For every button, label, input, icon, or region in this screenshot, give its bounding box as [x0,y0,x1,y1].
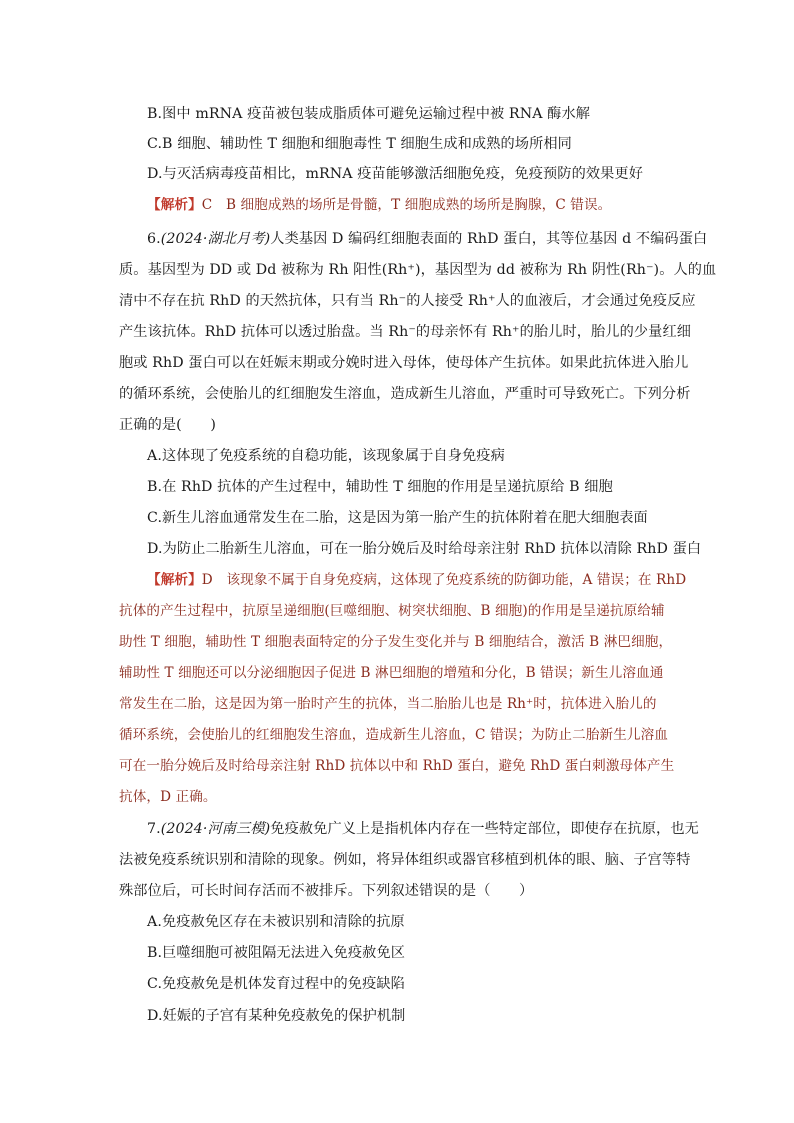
q6-analysis-line: 抗体的产生过程中，抗原呈递细胞(巨噬细胞、树突状细胞、B 细胞)的作用是呈递抗原给辅 [119,603,665,619]
q6-analysis-line: 常发生在二胎，这是因为第一胎时产生的抗体，当二胎胎儿也是 Rh⁺时，抗体进入胎儿的 [119,696,657,712]
q7-option-c: C.免疫赦免是机体发育过程中的免疫缺陷 [147,976,405,992]
analysis-tag: 【解析】 [147,197,202,213]
q5-analysis: 【解析】C B 细胞成熟的场所是骨髓，T 细胞成熟的场所是胸腺，C 错误。 [147,197,612,213]
q6-stem-line: 产生该抗体。RhD 抗体可以透过胎盘。当 Rh⁻的母亲怀有 Rh⁺的胎儿时，胎儿的少量红细 [119,324,692,340]
analysis-tag: 【解析】 [147,572,202,588]
q6-analysis-first: 【解析】D 该现象不属于自身免疫病，这体现了免疫系统的防御功能，A 错误；在 RhD [147,572,687,588]
q6-option-c: C.新生儿溶血通常发生在二胎，这是因为第一胎产生的抗体附着在肥大细胞表面 [147,510,648,526]
q7-option-b: B.巨噬细胞可被阻隔无法进入免疫赦免区 [147,945,406,961]
q6-option-a: A.这体现了免疫系统的自稳功能，该现象属于自身免疫病 [147,448,505,464]
q6-stem-first: 6.(2024·湖北月考)人类基因 D 编码红细胞表面的 RhD 蛋白，其等位基因 d 不编码蛋白 [147,231,708,247]
q6-analysis-line: 循环系统，会使胎儿的红细胞发生溶血，造成新生儿溶血，C 错误；为防止二胎新生儿溶血 [119,727,668,743]
q6-analysis-line: 可在一胎分娩后及时给母亲注射 RhD 抗体以中和 RhD 蛋白，避免 RhD 蛋白刺激母体产生 [119,758,675,774]
q5-option-d: D.与灭活病毒疫苗相比，mRNA 疫苗能够激活细胞免疫，免疫预防的效果更好 [147,166,644,182]
q5-option-b: B.图中 mRNA 疫苗被包装成脂质体可避免运输过程中被 RNA 酶水解 [147,106,591,122]
q7-stem-line: 殊部位后，可长时间存活而不被排斥。下列叙述错误的是（ ） [119,883,534,899]
q7-stem-first: 7.(2024·河南三模)免疫赦免广义上是指机体内存在一些特定部位，即使存在抗原，也无 [147,821,699,837]
q7-stem-line: 法被免疫系统识别和清除的现象。例如，将异体组织或器官移植到机体的眼、脑、子宫等特 [119,852,691,868]
q7-option-d: D.妊娠的子宫有某种免疫赦免的保护机制 [147,1008,406,1024]
q6-stem-line: 正确的是( ) [119,417,216,433]
q6-stem-line: 胞或 RhD 蛋白可以在妊娠末期或分娩时进入母体，使母体产生抗体。如果此抗体进入胎儿 [119,355,689,371]
q7-option-a: A.免疫赦免区存在未被识别和清除的抗原 [147,914,405,930]
q6-option-d: D.为防止二胎新生儿溶血，可在一胎分娩后及时给母亲注射 RhD 抗体以清除 RhD 蛋白 [147,541,702,557]
q7-source: (2024·河南三模) [160,821,271,837]
q6-stem-line: 清中不存在抗 RhD 的天然抗体，只有当 Rh⁻的人接受 Rh⁺人的血液后，才会通过免疫反应 [119,293,696,309]
q6-source: (2024·湖北月考) [160,231,271,247]
q6-analysis-line: 助性 T 细胞，辅助性 T 细胞表面特定的分子发生变化并与 B 细胞结合，激活 B 淋巴细胞， [119,634,673,650]
q6-stem-line: 质。基因型为 DD 或 Dd 被称为 Rh 阳性(Rh⁺)，基因型为 dd 被称为 Rh 阴性(Rh⁻)。人的血 [119,262,717,278]
q6-analysis-line: 辅助性 T 细胞还可以分泌细胞因子促进 B 淋巴细胞的增殖和分化，B 错误；新生儿溶血通 [119,665,664,681]
q5-option-c: C.B 细胞、辅助性 T 细胞和细胞毒性 T 细胞生成和成熟的场所相同 [147,136,572,152]
q6-stem-line: 的循环系统，会使胎儿的红细胞发生溶血，造成新生儿溶血，严重时可导致死亡。下列分析 [119,386,691,402]
q6-option-b: B.在 RhD 抗体的产生过程中，辅助性 T 细胞的作用是呈递抗原给 B 细胞 [147,479,613,495]
q6-analysis-line: 抗体，D 正确。 [119,789,217,805]
